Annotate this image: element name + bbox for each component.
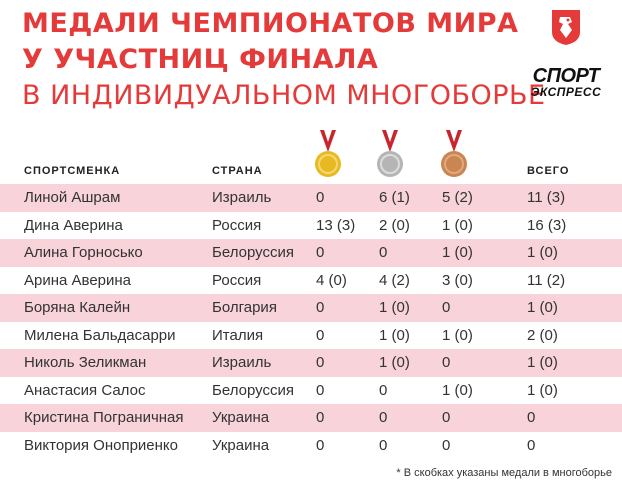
country-name: Болгария xyxy=(212,299,277,316)
athlete-name: Линой Ашрам xyxy=(24,189,121,206)
logo-text-express: ЭКСПРЕСС xyxy=(530,85,602,99)
silver-count: 2 (0) xyxy=(379,216,410,234)
bronze-count: 0 xyxy=(442,409,451,426)
gold-count: 4 (0) xyxy=(316,271,347,289)
total-count: 1 (0) xyxy=(527,354,558,371)
country-name: Белоруссия xyxy=(212,244,294,261)
silver-count: 4 (2) xyxy=(379,271,410,289)
gold-count: 0 xyxy=(316,299,325,316)
bronze-count: 3 (0) xyxy=(442,271,473,289)
bronze-count: 1 (0) xyxy=(442,381,473,399)
total-count: 11 (2) xyxy=(527,271,566,289)
total-count: 1 (0) xyxy=(527,381,558,399)
title-line-1: МЕДАЛИ ЧЕМПИОНАТОВ МИРА xyxy=(22,8,519,39)
gold-count: 0 xyxy=(316,244,325,261)
gold-count: 0 xyxy=(316,409,325,426)
bronze-count: 1 (0) xyxy=(442,244,473,261)
bronze-count: 1 (0) xyxy=(442,216,473,234)
total-count: 11 (3) xyxy=(527,189,566,206)
total-count: 2 (0) xyxy=(527,326,558,344)
sport-express-logo xyxy=(518,4,614,100)
bronze-count: 0 xyxy=(442,299,451,316)
bronze-count: 5 (2) xyxy=(442,189,473,206)
athlete-name: Николь Зеликман xyxy=(24,354,147,371)
country-name: Израиль xyxy=(212,354,272,371)
table-row xyxy=(0,432,622,460)
table-row xyxy=(0,404,622,432)
gold-count: 0 xyxy=(316,354,325,371)
table-row xyxy=(0,212,622,240)
gold-count: 0 xyxy=(316,326,325,344)
gold-count: 0 xyxy=(316,189,325,206)
silver-medal-icon xyxy=(375,128,405,180)
table-row xyxy=(0,349,622,377)
silver-count: 6 (1) xyxy=(379,189,410,206)
athlete-name: Кристина Пограничная xyxy=(24,409,184,426)
gold-medal-icon xyxy=(313,128,343,180)
total-count: 0 xyxy=(527,436,536,454)
table-row xyxy=(0,239,622,267)
athlete-name: Анастасия Салос xyxy=(24,381,146,399)
country-name: Белоруссия xyxy=(212,381,294,399)
gold-count: 0 xyxy=(316,381,325,399)
table-row xyxy=(0,184,622,212)
total-count: 1 (0) xyxy=(527,244,558,261)
brand-mark-icon xyxy=(548,8,584,46)
athlete-name: Арина Аверина xyxy=(24,271,132,289)
table-row xyxy=(0,267,622,295)
table-row xyxy=(0,322,622,350)
country-name: Россия xyxy=(212,271,262,289)
country-name: Россия xyxy=(212,216,262,234)
country-name: Украина xyxy=(212,409,270,426)
silver-count: 1 (0) xyxy=(379,299,410,316)
page-title xyxy=(22,6,546,114)
header-total: ВСЕГО xyxy=(527,165,570,177)
bronze-count: 0 xyxy=(442,436,451,454)
silver-count: 0 xyxy=(379,381,388,399)
table-row xyxy=(0,377,622,405)
total-count: 16 (3) xyxy=(527,216,567,234)
silver-count: 1 (0) xyxy=(379,326,410,344)
header-country: СТРАНА xyxy=(212,165,263,177)
country-name: Украина xyxy=(212,436,270,454)
gold-count: 0 xyxy=(316,436,325,454)
total-count: 0 xyxy=(527,409,536,426)
gold-count: 13 (3) xyxy=(316,216,356,234)
silver-count: 0 xyxy=(379,244,388,261)
athlete-name: Алина Горносько xyxy=(24,244,143,261)
silver-count: 0 xyxy=(379,436,388,454)
bronze-count: 0 xyxy=(442,354,451,371)
bronze-medal-icon xyxy=(439,128,469,180)
bronze-count: 1 (0) xyxy=(442,326,473,344)
table-row xyxy=(0,294,622,322)
silver-count: 1 (0) xyxy=(379,354,410,371)
athlete-name: Милена Бальдасарри xyxy=(24,326,176,344)
medals-table xyxy=(0,184,622,459)
title-line-3: В ИНДИВИДУАЛЬНОМ МНОГОБОРЬЕ xyxy=(22,80,546,111)
country-name: Израиль xyxy=(212,189,272,206)
footnote: * В скобках указаны медали в многоборье xyxy=(396,467,612,479)
country-name: Италия xyxy=(212,326,264,344)
athlete-name: Дина Аверина xyxy=(24,216,123,234)
logo-text-sport: СПОРТ xyxy=(532,65,600,87)
header-athlete: СПОРТСМЕНКА xyxy=(24,165,121,177)
silver-count: 0 xyxy=(379,409,388,426)
title-line-2: У УЧАСТНИЦ ФИНАЛА xyxy=(22,44,379,75)
athlete-name: Боряна Калейн xyxy=(24,299,131,316)
total-count: 1 (0) xyxy=(527,299,558,316)
athlete-name: Виктория Оноприенко xyxy=(24,436,179,454)
